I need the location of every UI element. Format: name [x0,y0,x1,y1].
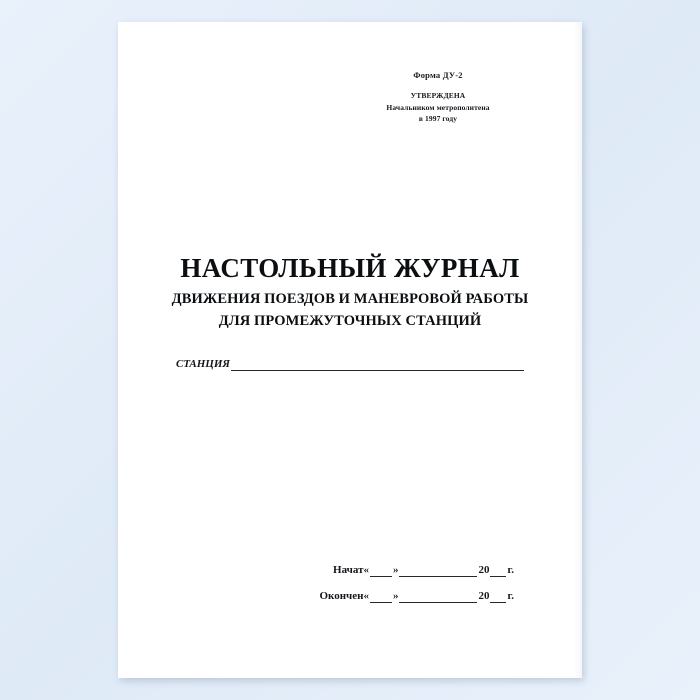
started-month-line [399,565,477,577]
finished-day-line [370,591,392,603]
started-year-prefix: 20 [478,564,490,576]
started-field-row [118,564,582,577]
document-page [118,22,582,678]
page-subtitle-2: ДЛЯ ПРОМЕЖУТОЧНЫХ СТАНЦИЙ [218,312,482,329]
finished-month-line [399,591,477,603]
approval-line-3: в 1997 году [418,114,458,124]
page-subtitle-1: ДВИЖЕНИЯ ПОЕЗДОВ И МАНЕВРОВОЙ РАБОТЫ [171,290,529,307]
station-write-in-line [231,359,524,371]
started-quote-close: » [392,564,399,576]
started-day-line [370,565,392,577]
approval-line-1: УТВЕРЖДЕНА [410,91,466,100]
approval-line-2: Начальником метрополитена [386,102,490,112]
started-label: Начат [333,564,364,576]
started-year-suffix: г. [507,564,514,576]
finished-year-suffix: г. [507,590,514,602]
approval-block [338,90,538,125]
finished-year-line [490,591,506,603]
station-label: СТАНЦИЯ [176,358,230,370]
started-quote-open: « [363,564,369,576]
finished-quote-close: » [392,590,399,602]
footer-fields-block [118,564,582,616]
finished-label: Окончен [319,590,364,602]
form-header-block [338,70,538,125]
title-block [118,254,582,330]
form-code-text: Форма ДУ-2 [413,70,463,80]
page-title: НАСТОЛЬНЫЙ ЖУРНАЛ [180,253,520,283]
finished-year-prefix: 20 [478,590,490,602]
started-year-line [490,565,506,577]
station-field-row [176,358,524,371]
finished-field-row [118,590,582,603]
finished-quote-open: « [363,590,369,602]
